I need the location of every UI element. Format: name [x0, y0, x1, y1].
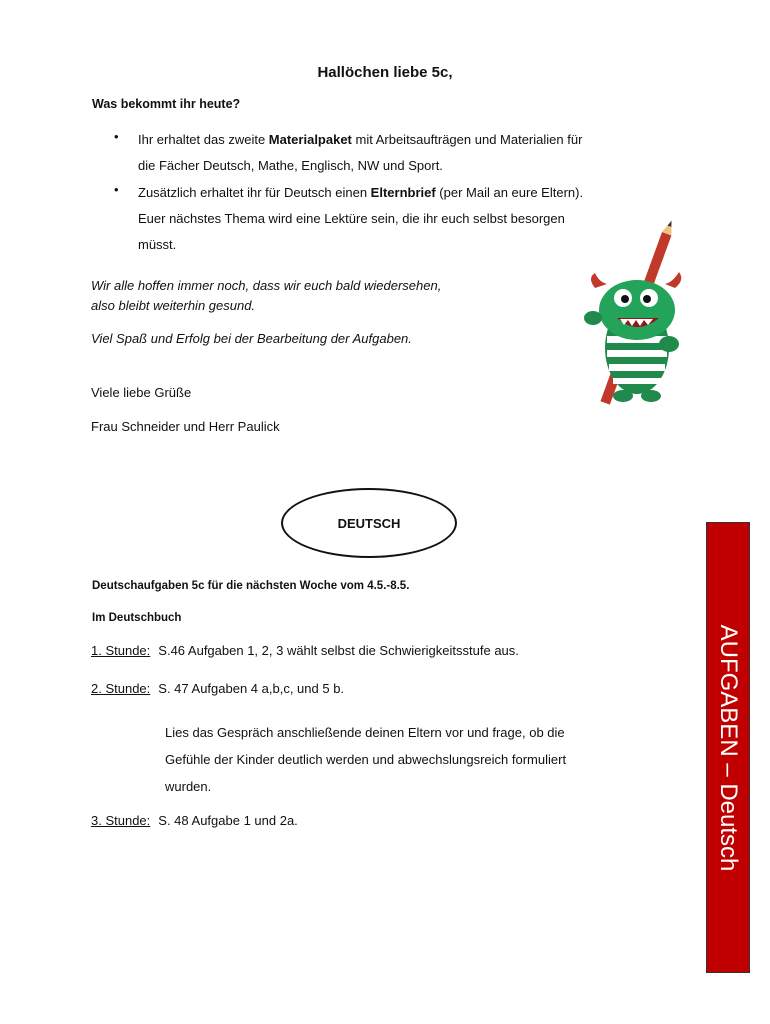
task-label: 2. Stunde:	[91, 681, 151, 696]
tasks-heading: Deutschaufgaben 5c für die nächsten Woche vom 4.5.-8.5.	[92, 580, 410, 592]
bullet-dot: •	[114, 129, 119, 144]
bullet-item-2: Zusätzlich erhaltet ihr für Deutsch einen Elternbrief (per Mail an eure Eltern). Euer nächstes Thema wird eine Lektüre sein, die ihr euch selbst besorgen müsst.	[138, 185, 584, 252]
tasks-subheading: Im Deutschbuch	[92, 612, 182, 624]
task-row-1	[91, 643, 519, 658]
mascot-icon	[565, 218, 705, 418]
wish-line-1: Wir alle hoffen immer noch, dass wir euch bald wiedersehen,	[91, 278, 442, 293]
task-label: 1. Stunde:	[91, 643, 151, 658]
task-note: Lies das Gespräch anschließende deinen Eltern vor und frage, ob die Gefühle der Kinder deutlich werden und abwechslungsreich formuliert wurden.	[165, 725, 567, 794]
greeting: Viele liebe Grüße	[91, 385, 192, 400]
bullet-dot: •	[114, 182, 119, 197]
aufgaben-sidebar	[706, 522, 750, 973]
sidebar-label: AUFGABEN – Deutsch	[715, 624, 742, 871]
section-label: DEUTSCH	[337, 515, 401, 531]
wish-line-3: Viel Spaß und Erfolg bei der Bearbeitung der Aufgaben.	[91, 331, 412, 346]
intro-question: Was bekommt ihr heute?	[92, 97, 241, 111]
task-text: S. 47 Aufgaben 4 a,b,c, und 5 b.	[158, 681, 345, 696]
wish-line-2: also bleibt weiterhin gesund.	[91, 298, 256, 313]
page-title: Hallöchen liebe 5c,	[317, 64, 453, 81]
signature: Frau Schneider und Herr Paulick	[91, 419, 280, 434]
task-row-2	[91, 681, 344, 696]
bullet-item-1: Ihr erhaltet das zweite Materialpaket mit Arbeitsaufträgen und Materialien für die Fächer Deutsch, Mathe, Englisch, NW und Sport.	[138, 132, 583, 173]
task-text: S.46 Aufgaben 1, 2, 3 wählt selbst die Schwierigkeitsstufe aus.	[158, 643, 519, 658]
task-row-3	[91, 813, 298, 828]
task-label: 3. Stunde:	[91, 813, 151, 828]
section-oval-deutsch	[281, 488, 457, 558]
task-text: S. 48 Aufgabe 1 und 2a.	[158, 813, 298, 828]
